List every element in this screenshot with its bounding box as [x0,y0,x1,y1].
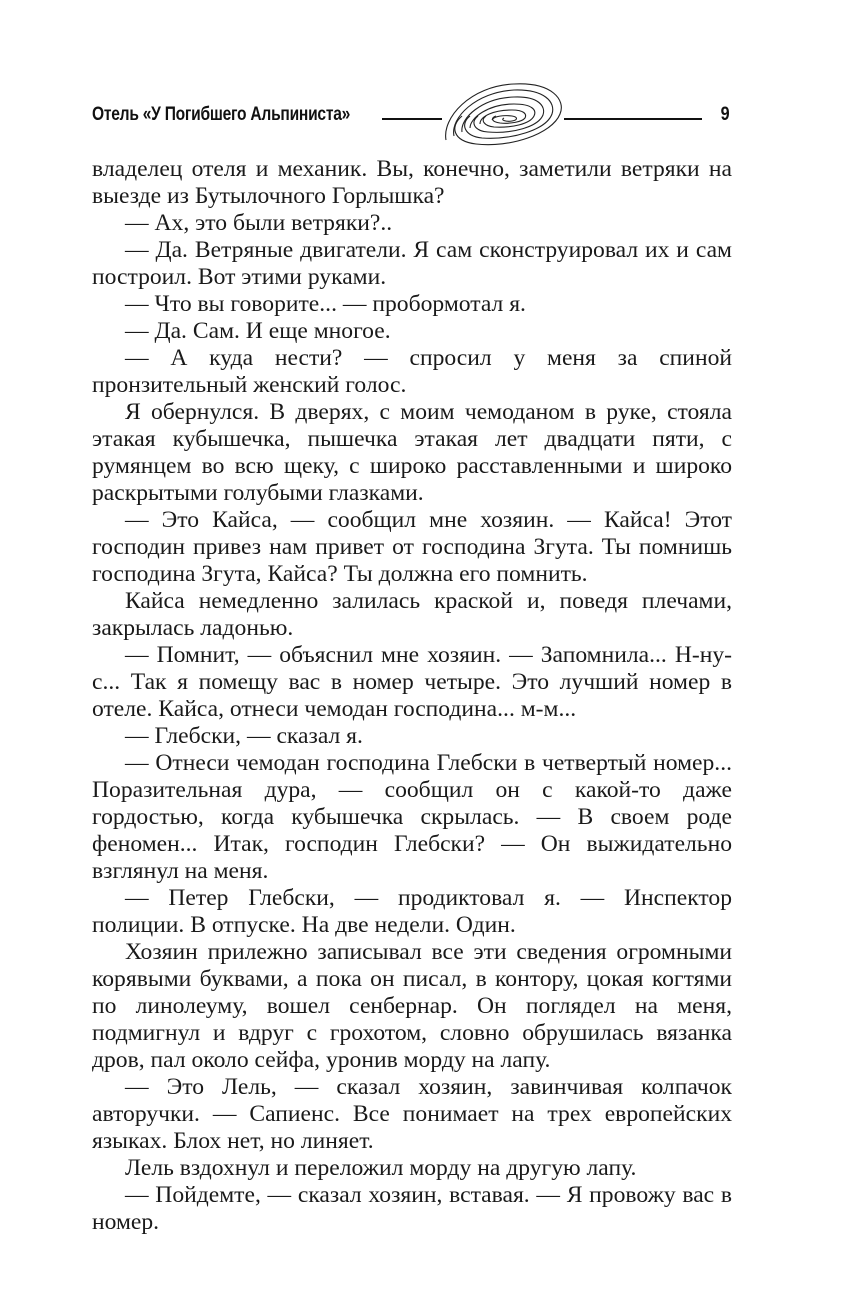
paragraph: — Отнеси чемодан господина Глебски в четвертый номер... Поразительная дура, — сообщил он с какой-то даже гордостью, когда кубышечка скрылась. — В своем роде феномен... Итак, господин Глебски? — Он выжидательно взглянул на меня. [92,750,732,884]
paragraph: — Это Кайса, — сообщил мне хозяин. — Кайса! Этот господин привез нам привет от господина Згута. Ты помнишь господина Згута, Кайса? Ты должна его помнить. [92,507,732,587]
paragraph: — Это Лель, — сказал хозяин, завинчивая колпачок авторучки. — Сапиенс. Все понимает на трех европейских языках. Блох нет, но линяет. [92,1074,732,1154]
paragraph: Кайса немедленно залилась краской и, поведя плечами, закрылась ладонью. [92,588,732,641]
running-header [92,66,730,166]
page-number: 9 [721,104,730,125]
paragraph: — Ах, это были ветряки?.. [125,210,393,236]
paragraph: — Помнит, — объяснил мне хозяин. — Запомнила... Н-ну-с... Так я помещу вас в номер четыре. Это лучший номер в отеле. Кайса, отнеси чемодан господина... м-м... [92,642,732,722]
swirl-ornament-icon [440,78,568,152]
paragraph: — Что вы говорите... — пробормотал я. [125,291,526,317]
paragraph: — Да. Ветряные двигатели. Я сам сконструировал их и сам построил. Вот этими руками. [92,237,732,290]
body-text [92,156,732,1236]
paragraph: — Петер Глебски, — продиктовал я. — Инспектор полиции. В отпуске. На две недели. Один. [92,885,732,938]
paragraph: владелец отеля и механик. Вы, конечно, заметили ветряки на выезде из Бутылочного Горлышка? [92,156,732,209]
paragraph: — Пойдемте, — сказал хозяин, вставая. — Я провожу вас в номер. [92,1182,732,1235]
paragraph: — Да. Сам. И еще многое. [125,318,391,344]
header-rule-left [382,118,442,120]
paragraph: Я обернулся. В дверях, с моим чемоданом в руке, стояла этакая кубышечка, пышечка этакая лет двадцати пяти, с румянцем во всю щеку, с широко расставленными и широко раскрытыми голубыми глазками. [92,399,732,506]
paragraph: Хозяин прилежно записывал все эти сведения огромными корявыми буквами, а пока он писал, в контору, цокая когтями по линолеуму, вошел сенбернар. Он поглядел на меня, подмигнул и вдруг с грохотом, словно обрушилась вязанка дров, пал около сейфа, уронив морду на лапу. [92,939,732,1073]
header-rule-right [564,118,702,120]
running-title: Отель «У Погибшего Альпиниста» [92,104,351,125]
paragraph: — Глебски, — сказал я. [125,723,363,749]
paragraph: — А куда нести? — спросил у меня за спиной пронзительный женский голос. [92,345,732,398]
paragraph: Лель вздохнул и переложил морду на другую лапу. [125,1155,637,1181]
